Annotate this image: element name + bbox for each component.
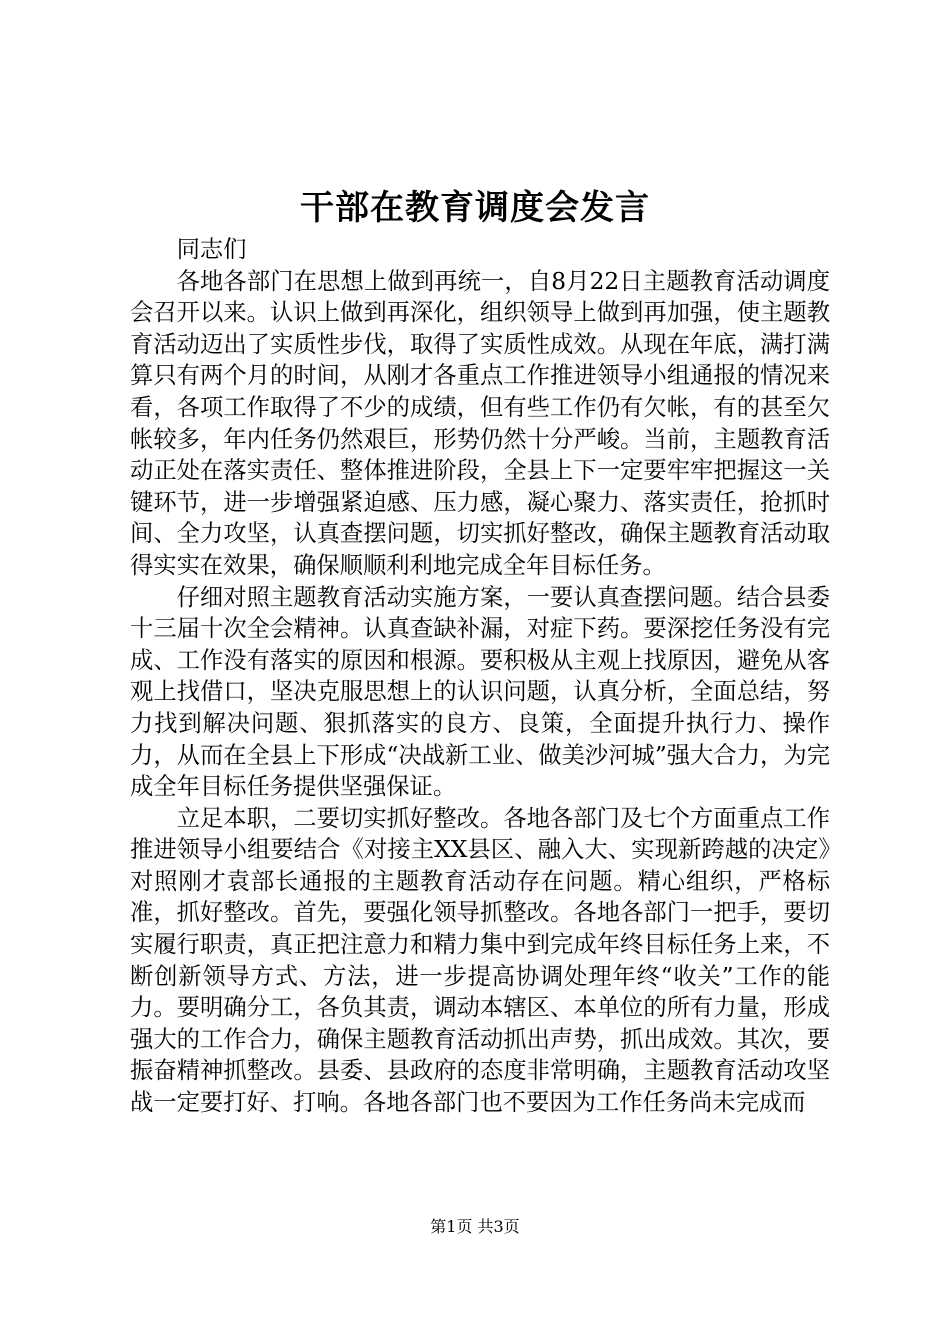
salutation: 同志们 [176,236,247,263]
paragraph: 各地各部门在思想上做到再统一，自8月22日主题教育活动调度会召开以来。认识上做到再深化，组织领导上做到再加强，使主题教育活动迈出了实质性步伐，取得了实质性成效。从现在年底，满打满算只有两个月的时间，从刚才各重点工作推进领导小组通报的情况来看，各项工作取得了不少的成绩，但有些工作仍有欠帐，有的甚至欠帐较多，年内任务仍然艰巨，形势仍然十分严峻。当前，主题教育活动正处在落实责任、整体推进阶段，全县上下一定要牢牢把握这一关键环节，进一步增强紧迫感、压力感，凝心聚力、落实责任，抢抓时间、全力攻坚，认真查摆问题，切实抓好整改，确保主题教育活动取得实实在效果，确保顺顺利利地完成全年目标任务。 [130,267,830,579]
paragraph: 立足本职，二要切实抓好整改。各地各部门及七个方面重点工作推进领导小组要结合《对接主XX县区、融入大、实现新跨越的决定》对照刚才袁部长通报的主题教育活动存在问题。精心组织，严格标准，抓好整改。首先，要强化领导抓整改。各地各部门一把手，要切实履行职责，真正把注意力和精力集中到完成年终目标任务上来，不断创新领导方式、方法，进一步提高协调处理年终“收关”工作的能力。要明确分工，各负其责，调动本辖区、本单位的所有力量，形成强大的工作合力，确保主题教育活动抓出声势，抓出成效。其次，要振奋精神抓整改。县委、县政府的态度非常明确，主题教育活动攻坚战一定要打好、打响。各地各部门也不要因为工作任务尚未完成而 [130,804,830,1117]
document-body [130,234,830,1119]
document-title: 干部在教育调度会发言 [300,188,650,228]
page-number-footer: 第1页 共3页 [430,1217,520,1236]
paragraph: 仔细对照主题教育活动实施方案，一要认真查摆问题。结合县委十三届十次全会精神。认真查缺补漏，对症下药。要深挖任务没有完成、工作没有落实的原因和根源。要积极从主观上找原因，避免从客观上找借口，坚决克服思想上的认识问题，认真分析，全面总结，努力找到解决问题、狠抓落实的良方、良策，全面提升执行力、操作力，从而在全县上下形成“决战新工业、做美沙河城”强大合力，为完成全年目标任务提供坚强保证。 [130,583,830,801]
